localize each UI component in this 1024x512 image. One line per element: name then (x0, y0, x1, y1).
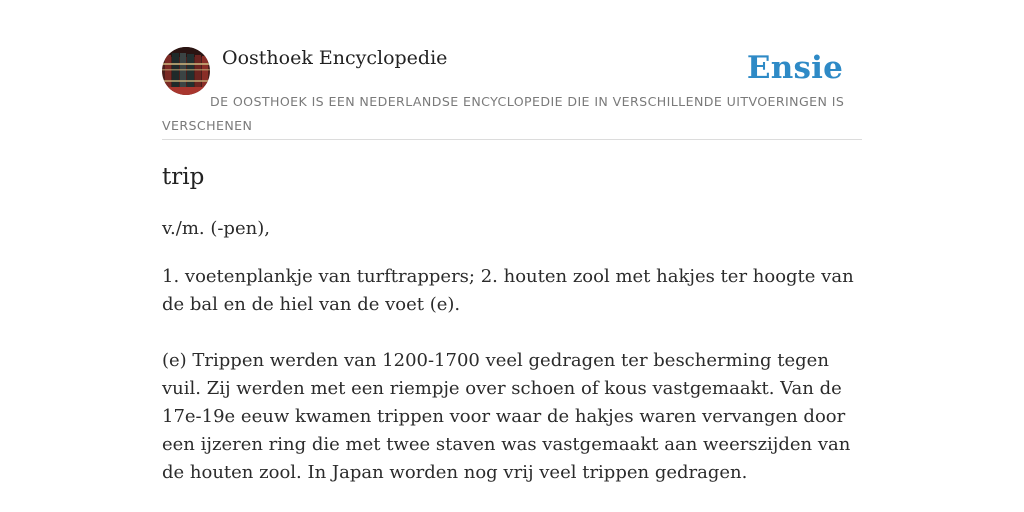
site-tagline: DE OOSTHOEK IS EEN NEDERLANDSE ENCYCLOPEDIE DIE IN VERSCHILLENDE UITVOERINGEN IS VERSCHENEN (162, 94, 845, 133)
brand-logo[interactable]: Ensie (746, 50, 843, 86)
page-container (162, 44, 862, 483)
avatar[interactable] (162, 47, 210, 95)
entry-note: (e) Trippen werden van 1200-1700 veel gedragen ter bescherming tegen vuil. Zij werden met een riempje over schoen of kous vastgemaakt. Van de 17e-19e eeuw kwamen trippen voor waar de hakjes waren vervangen door een ijzeren ring die met twee staven was vastgemaakt aan weerszijden van de houten zool. In Japan worden nog vrij veel trippen gedragen. (162, 350, 851, 483)
entry-grammar: v./m. (-pen), (162, 218, 270, 239)
site-header (162, 44, 862, 140)
site-title[interactable]: Oosthoek Encyclopedie (222, 47, 448, 69)
entry-definition: 1. voetenplankje van turftrappers; 2. houten zool met hakjes ter hoogte van de bal en de hiel van de voet (e). (162, 266, 854, 315)
book-spines-icon (162, 47, 210, 95)
entry-title: trip (162, 164, 205, 190)
